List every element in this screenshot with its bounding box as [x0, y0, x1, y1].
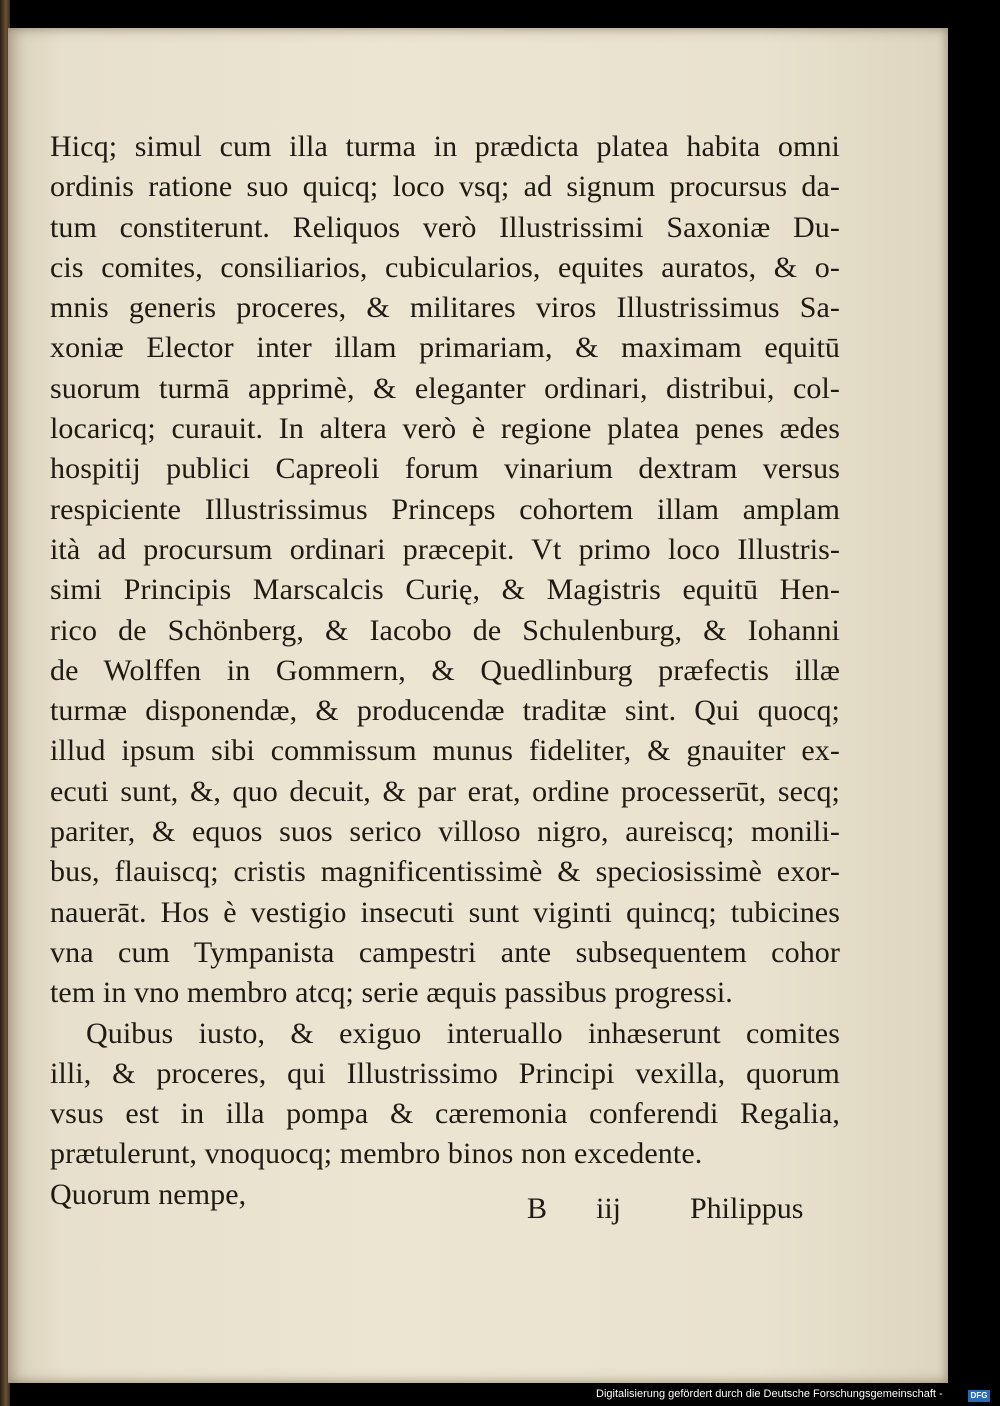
text-line: hospitij publici Capreoli forum vinarium dextram versus	[50, 452, 840, 486]
text-line: Quorum nempe,	[50, 1177, 247, 1211]
text-line: locaricq; curauit. In altera verò è regione platea penes ædes	[50, 412, 840, 446]
text-line: rico de Schönberg, & Iacobo de Schulenburg, & Iohanni	[50, 613, 840, 647]
folio-number: iij	[596, 1192, 622, 1225]
text-line: tem in vno membro atcq; serie æquis passibus progressi.	[50, 976, 733, 1010]
digitization-credit: Digitalisierung gefördert durch die Deutsche Forschungsgemeinschaft -	[596, 1388, 943, 1400]
text-line: prætulerunt, vnoquocq; membro binos non excedente.	[50, 1137, 703, 1171]
text-line: simi Principis Marscalcis Curię, & Magistris equitū Hen-	[50, 573, 840, 607]
text-line: turmæ disponendæ, & producendæ traditæ sint. Qui quocq;	[50, 694, 840, 728]
signature-mark: B	[527, 1192, 548, 1225]
text-line: suorum turmā apprimè, & eleganter ordinari, distribui, col-	[50, 371, 840, 405]
dfg-logo-icon: DFG	[968, 1390, 990, 1402]
text-line: de Wolffen in Gommern, & Quedlinburg præfectis illæ	[50, 653, 840, 687]
text-line: Hicq; simul cum illa turma in prædicta platea habita omni	[50, 130, 840, 163]
text-line: ordinis ratione suo quicq; loco vsq; ad signum procursus da-	[50, 170, 840, 204]
text-line: mnis generis proceres, & militares viros Illustrissimus Sa-	[50, 291, 840, 325]
text-line: xoniæ Elector inter illam primariam, & maximam equitū	[50, 331, 840, 365]
catchword: Philippus	[690, 1192, 804, 1225]
text-line: vsus est in illa pompa & cæremonia conferendi Regalia,	[50, 1097, 840, 1131]
body-text	[50, 127, 840, 1215]
text-line: cis comites, consiliarios, cubicularios, equites auratos, & o-	[50, 250, 840, 284]
text-line: illi, & proceres, qui Illustrissimo Principi vexilla, quorum	[50, 1056, 840, 1090]
text-line: respiciente Illustrissimus Princeps cohortem illam amplam	[50, 492, 840, 526]
text-line: Quibus iusto, & exiguo interuallo inhæserunt comites	[86, 1016, 840, 1050]
text-line: bus, flauiscq; cristis magnificentissimè & speciosissimè exor-	[50, 855, 840, 889]
text-line: nauerāt. Hos è vestigio insecuti sunt viginti quincq; tubicines	[50, 895, 840, 929]
text-line: ecuti sunt, &, quo decuit, & par erat, ordine processerūt, secq;	[50, 774, 840, 808]
text-line: illud ipsum sibi commissum munus fideliter, & gnauiter ex-	[50, 734, 840, 768]
text-line: ità ad procursum ordinari præcepit. Vt primo loco Illustris-	[50, 532, 840, 566]
text-line: vna cum Tympanista campestri ante subsequentem cohor	[50, 935, 840, 969]
text-line: tum constiterunt. Reliquos verò Illustrissimi Saxoniæ Du-	[50, 210, 840, 244]
text-line: pariter, & equos suos serico villoso nigro, aureiscq; monili-	[50, 815, 840, 849]
